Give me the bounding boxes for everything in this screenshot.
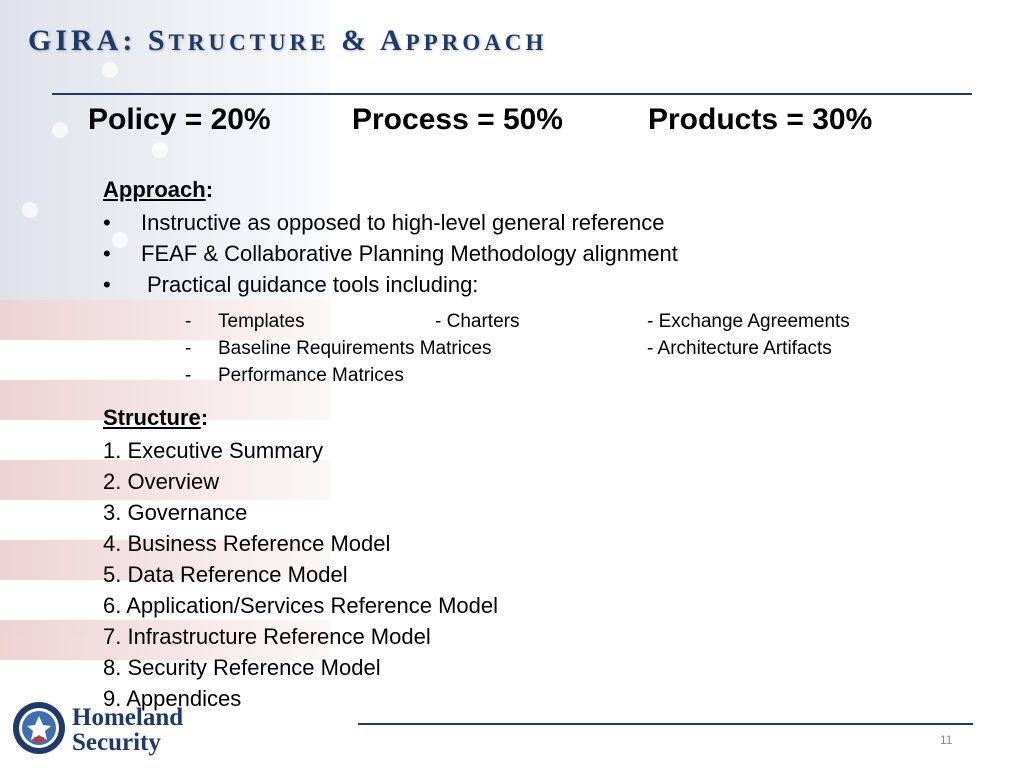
- logo-wordmark: Homeland Security: [72, 704, 184, 756]
- page-number: 11: [940, 733, 953, 747]
- title-divider: [52, 93, 972, 95]
- dash-icon: -: [185, 338, 192, 359]
- bullet-icon: •: [103, 272, 111, 297]
- ratio-summary: [0, 103, 1024, 143]
- footer-divider: [358, 723, 973, 725]
- approach-section: [103, 177, 678, 300]
- list-item: 5. Data Reference Model: [103, 562, 348, 587]
- slide-title: GIRA: STRUCTURE & APPROACH: [28, 24, 548, 57]
- list-item: 8. Security Reference Model: [103, 655, 381, 680]
- bullet-icon: •: [103, 241, 111, 266]
- approach-bullets: [103, 207, 678, 300]
- list-item: 1. Executive Summary: [103, 438, 324, 463]
- dash-icon: -: [185, 311, 192, 332]
- structure-section: [103, 405, 498, 714]
- products-ratio: Products = 30%: [648, 103, 873, 136]
- list-item: 9. Appendices: [103, 686, 242, 711]
- list-item: 7. Infrastructure Reference Model: [103, 624, 431, 649]
- dhs-logo: [12, 701, 212, 757]
- list-item: • FEAF & Collaborative Planning Methodology alignment: [103, 238, 213, 269]
- approach-heading: Approach:: [103, 177, 214, 202]
- list-item: 2. Overview: [103, 469, 220, 494]
- structure-list: [103, 435, 498, 714]
- list-item: 3. Governance: [103, 500, 248, 525]
- list-item: 6. Application/Services Reference Model: [103, 593, 498, 618]
- dash-icon: -: [185, 365, 192, 386]
- dhs-seal-icon: [12, 701, 66, 755]
- bullet-icon: •: [103, 210, 111, 235]
- process-ratio: Process = 50%: [352, 103, 563, 136]
- policy-ratio: Policy = 20%: [88, 103, 271, 136]
- structure-heading: Structure:: [103, 405, 209, 430]
- list-item: 4. Business Reference Model: [103, 531, 391, 556]
- list-item: • Practical guidance tools including:: [103, 269, 213, 300]
- list-item: • Instructive as opposed to high-level general reference: [103, 207, 213, 238]
